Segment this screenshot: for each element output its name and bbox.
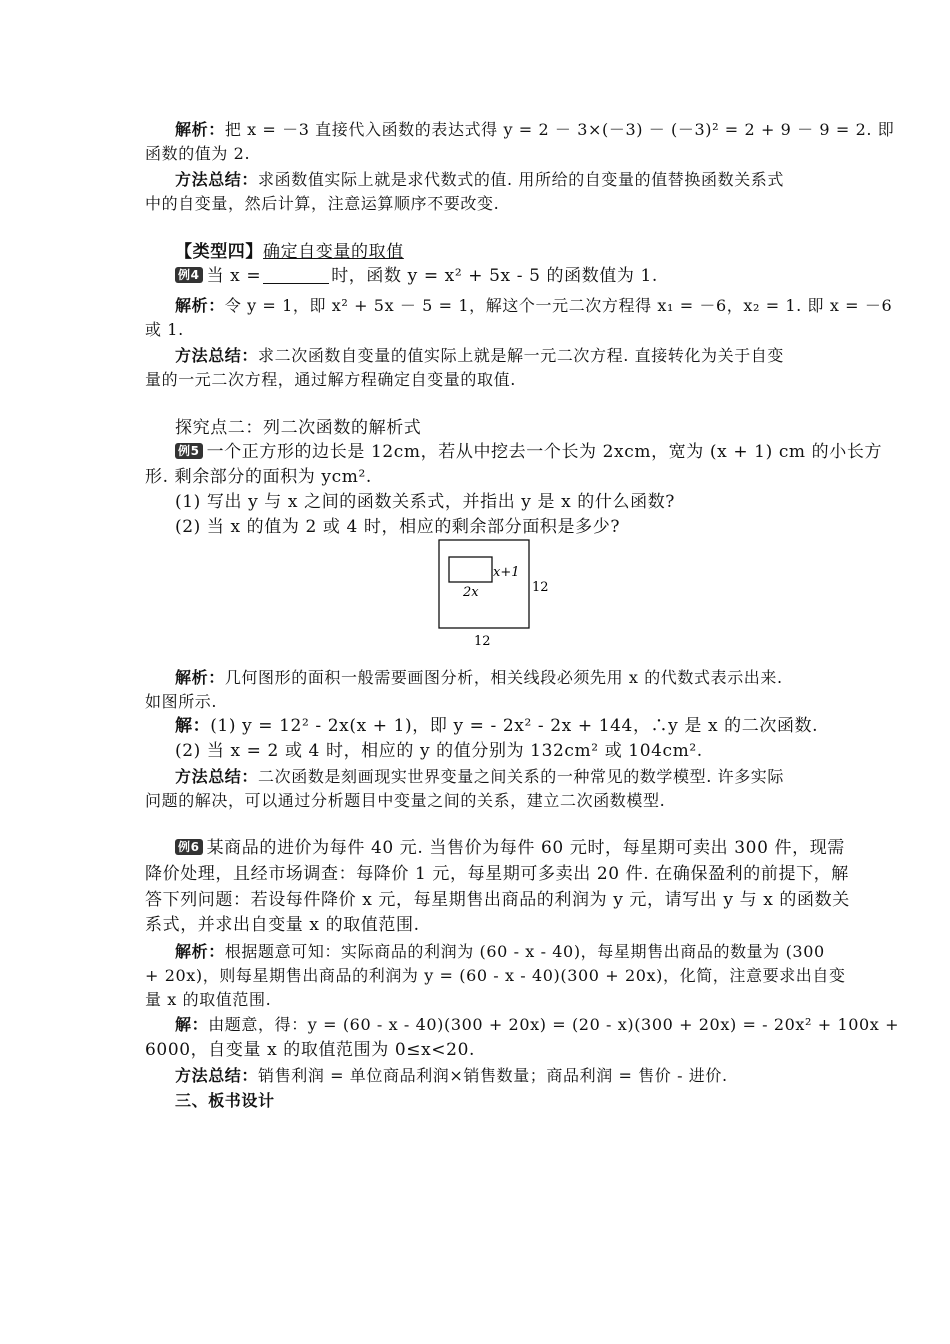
ex3-analysis-line1: 解析：把 x = －3 直接代入函数的表达式得 y = 2 － 3×(－3) － (－3)² = 2 + 9 － 9 = 2. 即 [175, 120, 895, 139]
label-inner-height: x+1 [493, 565, 520, 580]
ex5-analysis-line1: 解析：几何图形的面积一般需要画图分析，相关线段必须先用 x 的代数式表示出来. [175, 668, 783, 687]
analysis-label: 解析： [175, 120, 225, 139]
square-figure [430, 535, 560, 650]
example-tag: 例4 [175, 267, 203, 283]
ex4-summary-line1: 方法总结：求二次函数自变量的值实际上就是解一元二次方程. 直接转化为关于自变 [175, 346, 784, 365]
ex3-summary-line1: 方法总结：求函数值实际上就是求代数式的值. 用所给的自变量的值替换函数关系式 [175, 170, 784, 189]
ex5-summary-line2: 问题的解决，可以通过分析题目中变量之间的关系，建立二次函数模型. [145, 791, 666, 810]
ex6-question-line1: 例6 某商品的进价为每件 40 元. 当售价为每件 60 元时，每星期可卖出 300 件，现需 [175, 836, 845, 860]
type4-heading: 【类型四】确定自变量的取值 [175, 242, 404, 262]
ex6-analysis-line1: 解析：根据题意可知：实际商品的利润为 (60 - x - 40)，每星期售出商品的数量为 (300 [175, 942, 825, 961]
answer-blank [263, 267, 329, 284]
ex6-question-line3: 答下列问题：若设每件降价 x 元，每星期售出商品的利润为 y 元，请写出 y 与 x 的函数关 [145, 890, 850, 910]
ex3-analysis-line2: 函数的值为 2. [145, 144, 251, 163]
ex5-summary-line1: 方法总结：二次函数是刻画现实世界变量之间关系的一种常见的数学模型. 许多实际 [175, 767, 784, 786]
section2-title: 探究点二：列二次函数的解析式 [175, 418, 422, 438]
ex5-solution-1: 解：(1) y = 12² - 2x(x + 1)，即 y = - 2x² - 2x + 144，∴y 是 x 的二次函数. [175, 716, 819, 736]
ex5-question-2: (2) 当 x 的值为 2 或 4 时，相应的剩余部分面积是多少? [175, 517, 621, 537]
inner-rectangle [449, 557, 492, 582]
example-tag: 例5 [175, 443, 203, 459]
summary-label: 方法总结： [175, 170, 259, 189]
section3-title: 三、板书设计 [175, 1091, 275, 1110]
ex6-summary-line1: 方法总结：销售利润 = 单位商品利润×销售数量；商品利润 = 售价 - 进价. [175, 1066, 728, 1085]
outer-square [439, 540, 529, 628]
ex5-question-line2: 形. 剩余部分的面积为 ycm². [145, 467, 372, 487]
ex6-solution-line1: 解：由题意，得：y = (60 - x - 40)(300 + 20x) = (20 - x)(300 + 20x) = - 20x² + 100x + [175, 1015, 900, 1034]
ex5-analysis-line2: 如图所示. [145, 692, 218, 711]
example-tag: 例6 [175, 839, 203, 855]
ex5-question-1: (1) 写出 y 与 x 之间的函数关系式，并指出 y 是 x 的什么函数? [175, 492, 676, 512]
ex4-analysis-line1: 解析：令 y = 1，即 x² + 5x － 5 = 1，解这个一元二次方程得 x₁ = －6，x₂ = 1. 即 x = －6 [175, 296, 893, 315]
label-side-right: 12 [532, 580, 549, 595]
ex6-analysis-line3: 量 x 的取值范围. [145, 990, 272, 1009]
ex4-analysis-line2: 或 1. [145, 320, 184, 339]
ex6-solution-line2: 6000，自变量 x 的取值范围为 0≤x<20. [145, 1040, 475, 1060]
ex5-solution-2: (2) 当 x = 2 或 4 时，相应的 y 的值分别为 132cm² 或 104cm². [175, 741, 703, 761]
ex6-question-line4: 系式，并求出自变量 x 的取值范围. [145, 915, 420, 935]
label-inner-width: 2x [463, 585, 479, 600]
ex4-question: 例4 当 x = 时，函数 y = x² + 5x - 5 的函数值为 1. [175, 264, 658, 288]
ex6-analysis-line2: + 20x)，则每星期售出商品的利润为 y = (60 - x - 40)(300 + 20x)，化简，注意要求出自变 [145, 966, 846, 985]
ex6-question-line2: 降价处理，且经市场调查：每降价 1 元，每星期可多卖出 20 件. 在确保盈利的前提下，解 [145, 864, 849, 884]
ex3-summary-line2: 中的自变量，然后计算，注意运算顺序不要改变. [145, 194, 500, 213]
ex4-summary-line2: 量的一元二次方程，通过解方程确定自变量的取值. [145, 370, 516, 389]
label-side-bottom: 12 [474, 634, 491, 649]
ex5-question-line1: 例5 一个正方形的边长是 12cm，若从中挖去一个长为 2xcm，宽为 (x + 1) cm 的小长方 [175, 440, 882, 464]
